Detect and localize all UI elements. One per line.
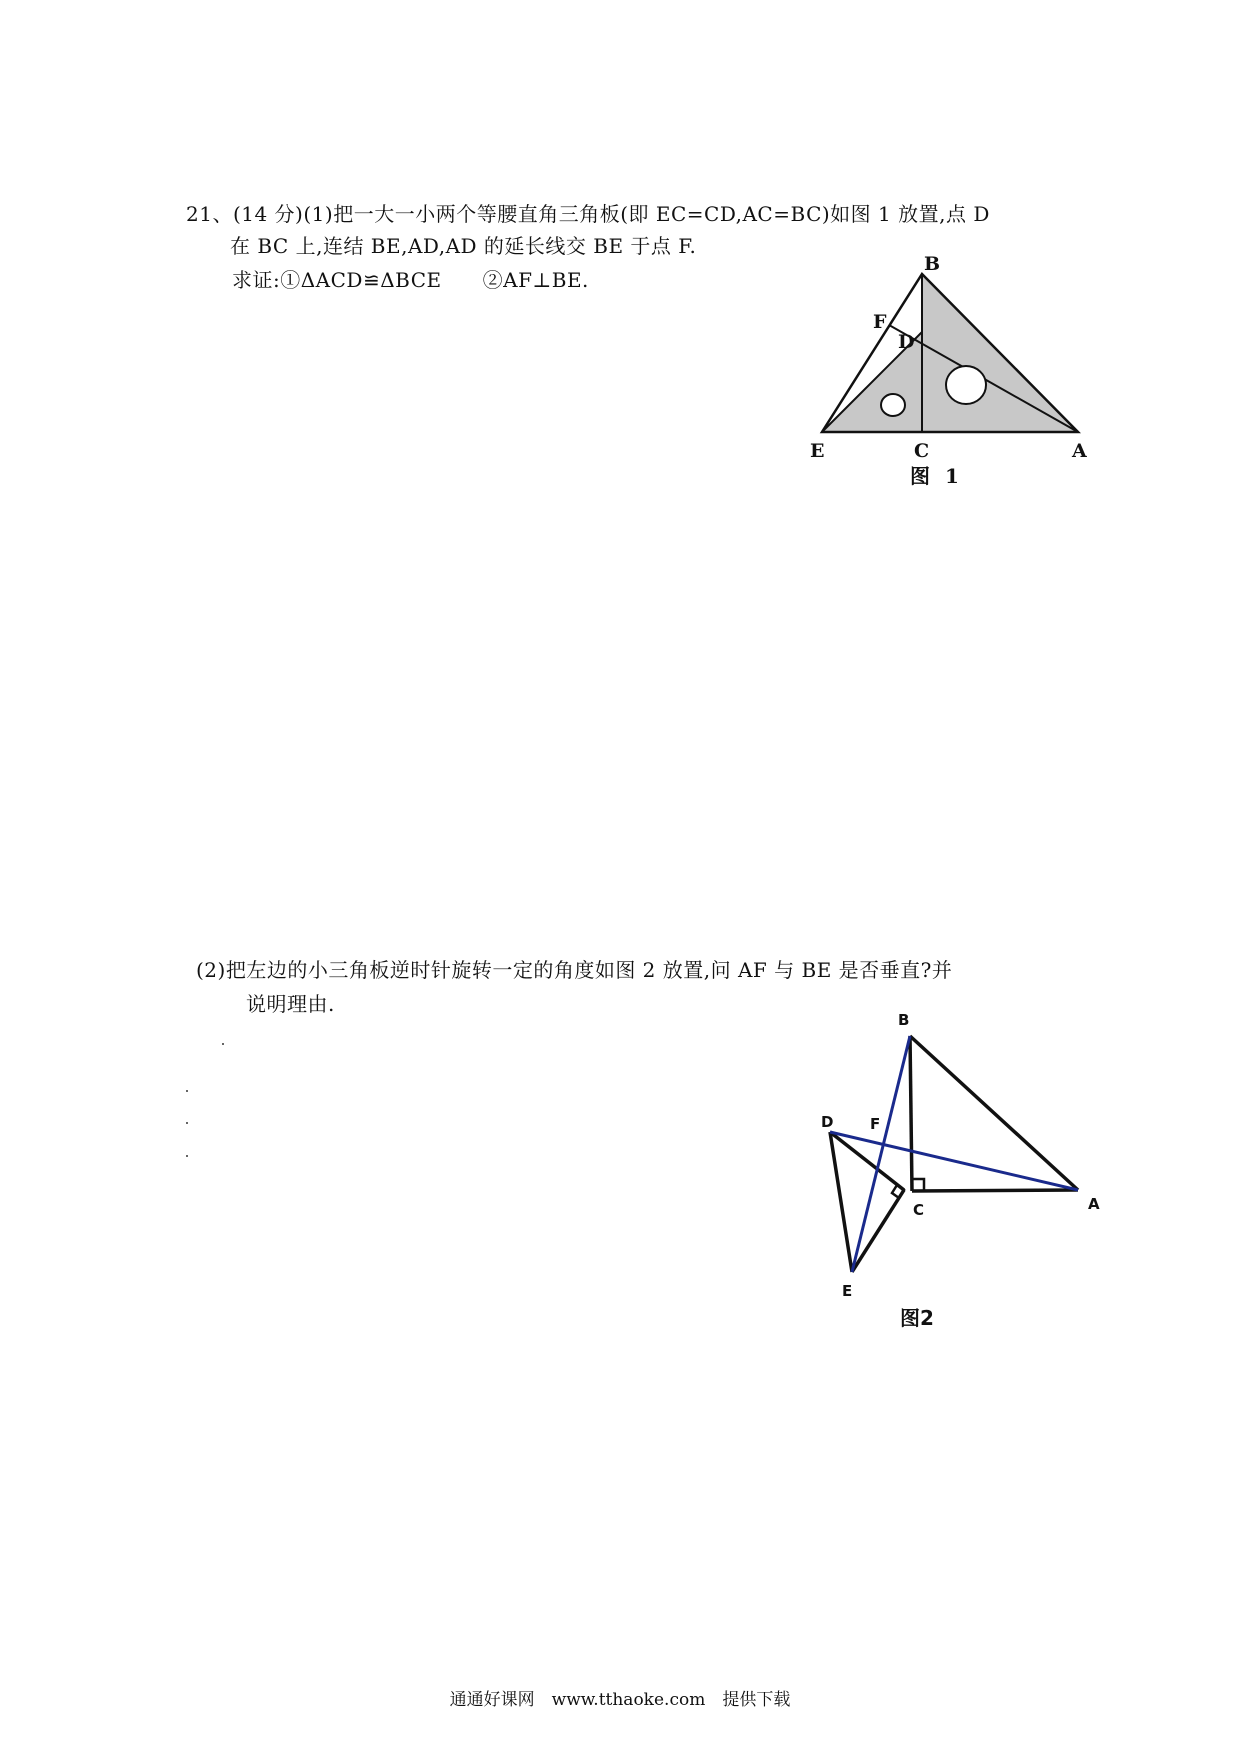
- segment-de: [830, 1132, 852, 1272]
- small-hole: [881, 394, 905, 416]
- stray-mark: [222, 1043, 224, 1045]
- fig2-label-c: C: [913, 1201, 925, 1219]
- fig1-caption: 图 1: [910, 464, 963, 488]
- fig2-label-a: A: [1088, 1195, 1100, 1213]
- stray-mark: [186, 1090, 188, 1092]
- part2-line-2: 说明理由.: [246, 992, 335, 1016]
- fig1-label-c: C: [914, 440, 930, 462]
- fig1-label-f: F: [873, 311, 887, 333]
- stray-mark: [186, 1155, 188, 1157]
- fig2-label-e: E: [842, 1282, 853, 1300]
- figure-2: [808, 1005, 1108, 1335]
- fig1-label-b: B: [924, 255, 941, 275]
- problem-line-3: 求证:①ΔACD≌ΔBCE ②AF⊥BE.: [232, 268, 589, 292]
- figure-1: [800, 255, 1140, 495]
- part2-line-1: (2)把左边的小三角板逆时针旋转一定的角度如图 2 放置,问 AF 与 BE 是否垂直?并: [196, 958, 953, 982]
- fig2-label-f: F: [870, 1115, 881, 1133]
- fig2-label-b: B: [898, 1011, 910, 1029]
- footer-text: 通通好课网 www.tthaoke.com 提供下载: [449, 1690, 791, 1710]
- fig2-caption: 图2: [900, 1306, 934, 1330]
- problem-line-2: 在 BC 上,连结 BE,AD,AD 的延长线交 BE 于点 F.: [230, 234, 697, 258]
- stray-mark: [186, 1122, 188, 1124]
- fig1-label-a: A: [1072, 440, 1087, 462]
- segment-bc: [910, 1036, 912, 1191]
- problem-line-1: 21、(14 分)(1)把一大一小两个等腰直角三角板(即 EC=CD,AC=BC)如图 1 放置,点 D: [186, 202, 990, 226]
- large-hole: [946, 366, 986, 404]
- segment-ab: [910, 1036, 1078, 1190]
- fig1-label-e: E: [810, 440, 825, 462]
- fig1-label-d: D: [898, 331, 915, 353]
- segment-ca: [912, 1190, 1078, 1191]
- segment-ce: [852, 1190, 904, 1272]
- fig2-label-d: D: [821, 1113, 834, 1131]
